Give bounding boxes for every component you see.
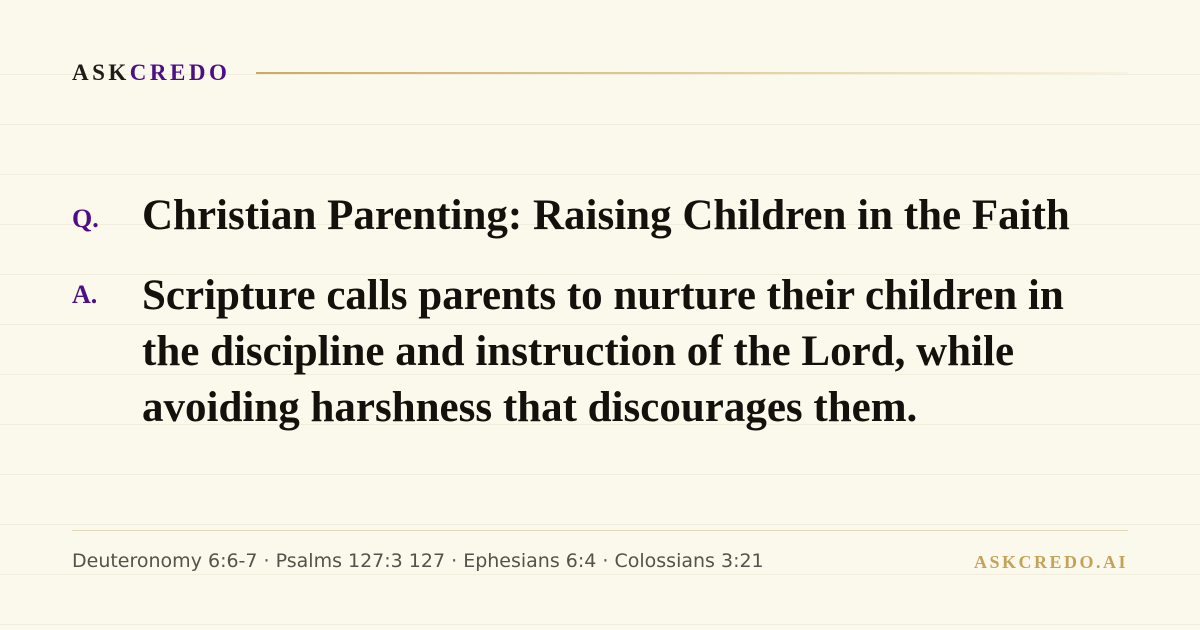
footer-divider bbox=[72, 530, 1128, 531]
question-marker: Q. bbox=[72, 204, 99, 233]
site-url[interactable]: ASKCREDO.AI bbox=[973, 552, 1128, 572]
question-text: Christian Parenting: Raising Children in the Faith bbox=[142, 192, 1070, 239]
header bbox=[72, 58, 1128, 88]
answer-text: Scripture calls parents to nurture their children in the discipline and instruction of the Lord, while avoiding harshness that discourages them. bbox=[142, 272, 1064, 431]
answer-marker: A. bbox=[72, 280, 98, 309]
brand-ask: ASK bbox=[72, 60, 130, 85]
brand-logo[interactable] bbox=[72, 60, 230, 86]
scripture-references: Deuteronomy 6:6-7 · Psalms 127:3 127 · Ephesians 6:4 · Colossians 3:21 bbox=[72, 550, 764, 572]
header-divider bbox=[256, 72, 1128, 74]
brand-credo: CREDO bbox=[129, 60, 231, 85]
